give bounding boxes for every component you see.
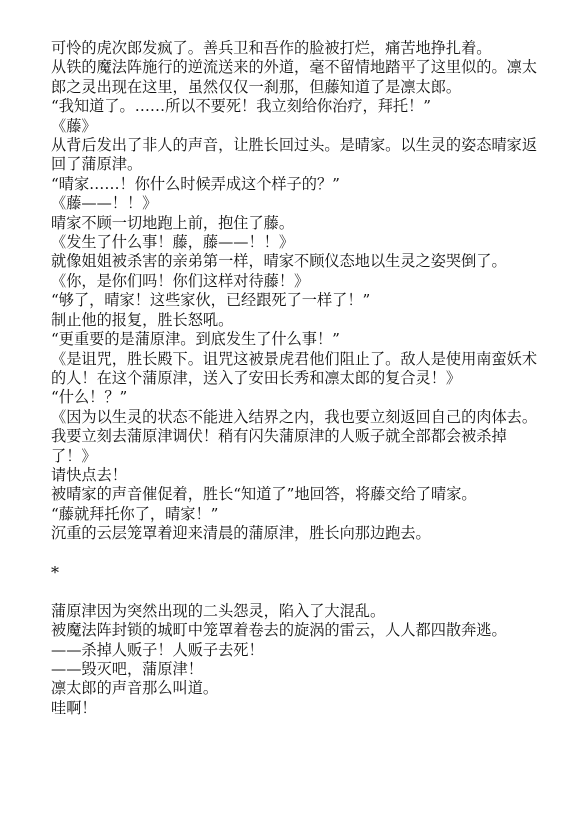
paragraph: “够了，晴家！这些家伙，已经跟死了一样了！” — [51, 291, 371, 310]
paragraph: 请快点去！ — [51, 465, 127, 484]
paragraph: 沉重的云层笼罩着迎来清晨的蒲原津，胜长向那边跑去。 — [51, 524, 431, 543]
paragraph: 被魔法阵封锁的城町中笼罩着卷去的旋涡的雷云，人人都四散奔逃。 — [51, 621, 507, 640]
paragraph: 从背后发出了非人的声音，让胜长回过头。是晴家。以生灵的姿态晴家返回了蒲原津。 — [51, 136, 537, 174]
paragraph: 《藤——！！》 — [51, 194, 158, 213]
paragraph: 《你，是你们吗！你们这样对待藤！》 — [51, 271, 310, 290]
paragraph: ——杀掉人贩子！人贩子去死！ — [51, 640, 264, 659]
paragraph: 蒲原津因为突然出现的二头怨灵，陷入了大混乱。 — [51, 601, 386, 620]
paragraph: 就像姐姐被杀害的亲弟第一样，晴家不顾仪态地以生灵之姿哭倒了。 — [51, 252, 507, 271]
paragraph: 《发生了什么事！藤，藤——！！》 — [51, 233, 294, 252]
paragraph: “更重要的是蒲原津。到底发生了什么事！” — [51, 330, 340, 349]
paragraph: 哇啊！ — [51, 698, 97, 717]
document-page — [51, 39, 541, 718]
paragraph: 被晴家的声音催促着，胜长“知道了”地回答，将藤交给了晴家。 — [51, 485, 477, 504]
blank-line — [51, 544, 541, 563]
paragraph: 晴家不顾一切地跑上前，抱住了藤。 — [51, 213, 294, 232]
paragraph: 《因为以生灵的状态不能进入结界之内，我也要立刻返回自己的肉体去。我要立刻去蒲原津调伏！稍有闪失蒲原津的人贩子就全部都会被杀掉了！》 — [51, 407, 537, 465]
paragraph: “藤就拜托你了，晴家！” — [51, 504, 219, 523]
paragraph: ——毁灭吧，蒲原津！ — [51, 659, 203, 678]
paragraph: 从铁的魔法阵施行的逆流送来的外道，毫不留情地踏平了这里似的。凛太郎之灵出现在这里，虽然仅仅一刹那，但藤知道了是凛太郎。 — [51, 58, 537, 96]
paragraph: 《是诅咒，胜长殿下。诅咒这被景虎君他们阻止了。敌人是使用南蛮妖术的人！在这个蒲原津，送入了安田长秀和凛太郎的复合灵！》 — [51, 349, 537, 387]
paragraph: 可怜的虎次郎发疯了。善兵卫和吾作的脸被打烂，痛苦地挣扎着。 — [51, 39, 492, 57]
paragraph: “晴家……！你什么时候弄成这个样子的？” — [51, 174, 340, 193]
paragraph: “我知道了。……所以不要死！我立刻给你治疗，拜托！” — [51, 97, 432, 116]
paragraph: “什么！？” — [51, 388, 128, 407]
paragraph: 《藤》 — [51, 116, 97, 135]
section-separator: * — [51, 562, 59, 582]
blank-line — [51, 582, 541, 601]
paragraph: 凛太郎的声音那么叫道。 — [51, 679, 219, 698]
paragraph: 制止他的报复，胜长怒吼。 — [51, 310, 234, 329]
